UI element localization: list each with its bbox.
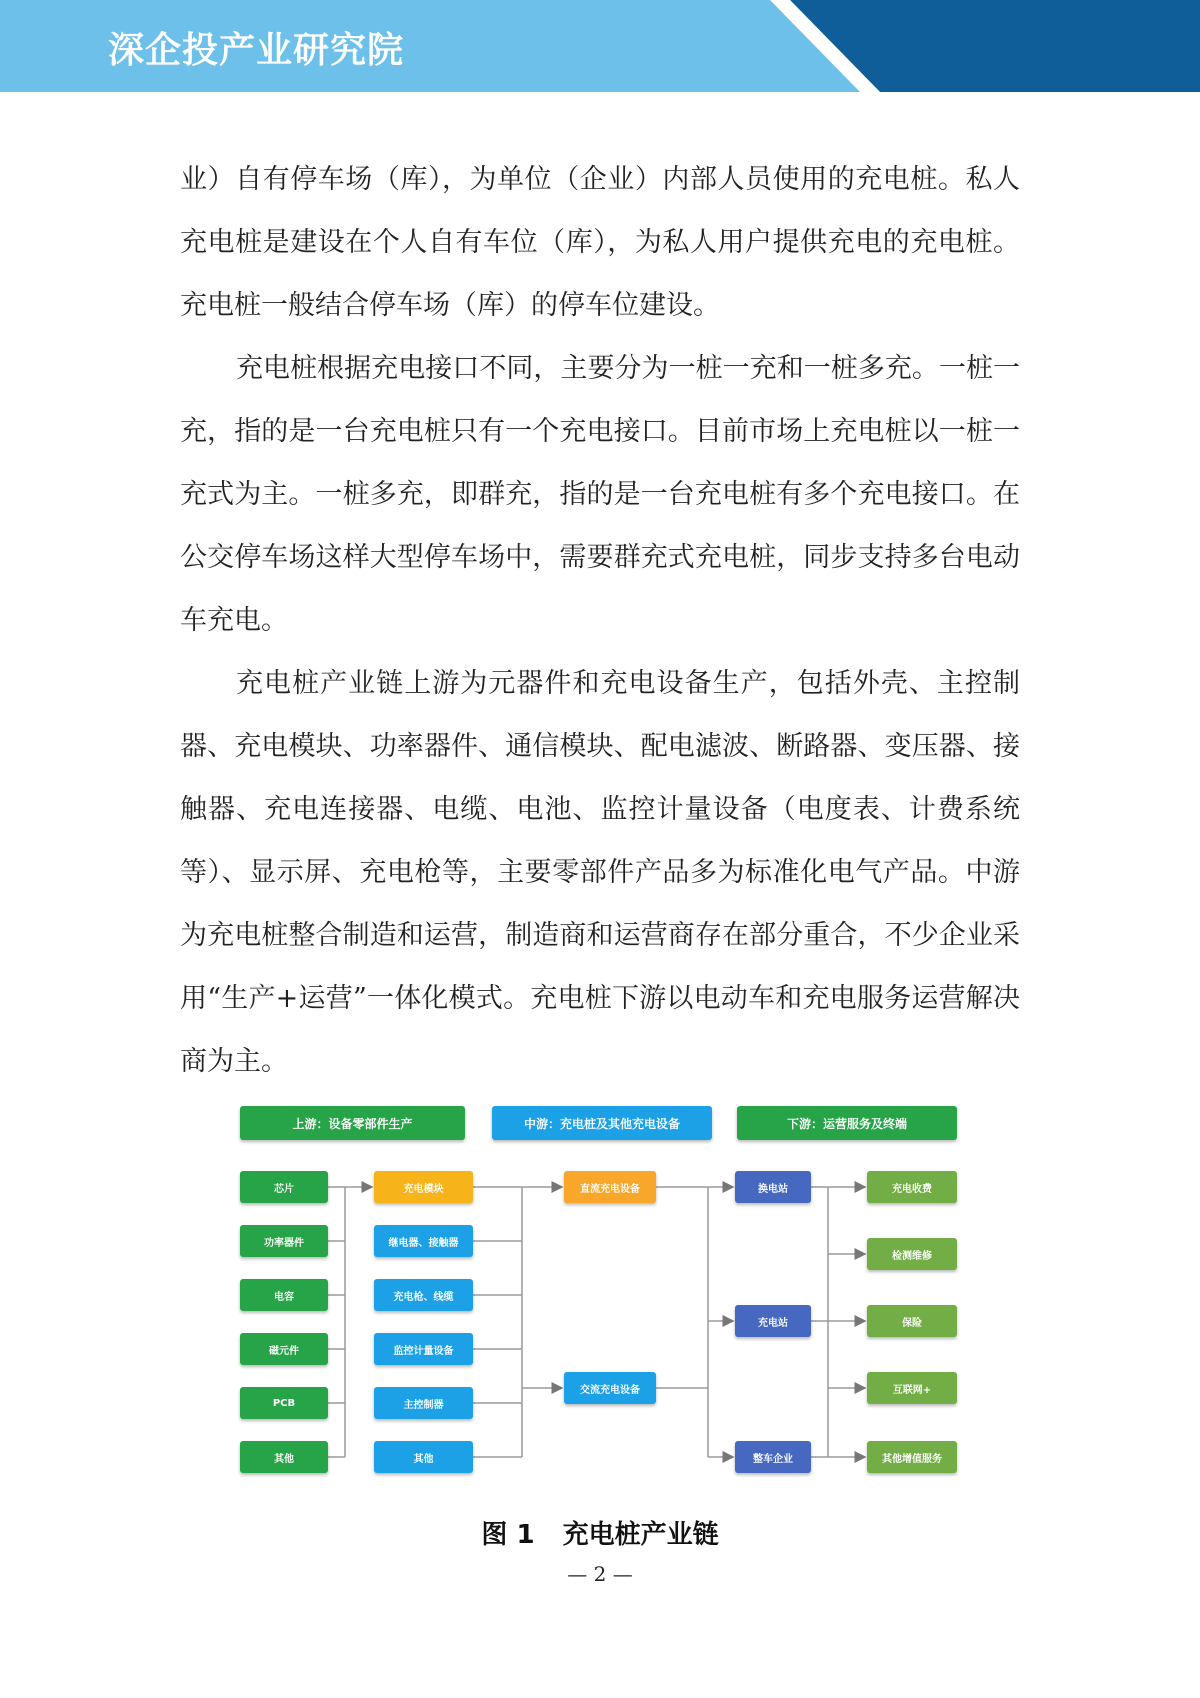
station-node: 整车企业 <box>735 1441 811 1473</box>
downstream-header: 下游：运营服务及终端 <box>737 1106 957 1140</box>
module-node: 监控计量设备 <box>374 1333 473 1365</box>
service-node: 检测维修 <box>867 1238 957 1270</box>
module-node: 充电模块 <box>374 1171 473 1203</box>
service-node: 其他增值服务 <box>867 1441 957 1473</box>
institute-title: 深企投产业研究院 <box>108 30 405 71</box>
connector-lines <box>0 1090 1200 1490</box>
module-node: 充电枪、线缆 <box>374 1279 473 1311</box>
service-node: 保险 <box>867 1305 957 1337</box>
component-node: 其他 <box>240 1441 328 1473</box>
component-node: 功率器件 <box>240 1225 328 1257</box>
module-node: 其他 <box>374 1441 473 1473</box>
paragraph-2: 充电桩根据充电接口不同，主要分为一桩一充和一桩多充。一桩一充，指的是一台充电桩只有一个充电接口。目前市场上充电桩以一桩一充式为主。一桩多充，即群充，指的是一台充电桩有多个充电接口。在公交停车场这样大型停车场中，需要群充式充电桩，同步支持多台电动车充电。 <box>180 353 1020 636</box>
paragraph-1: 业）自有停车场（库），为单位（企业）内部人员使用的充电桩。私人充电桩是建设在个人自有车位（库），为私人用户提供充电的充电桩。充电桩一般结合停车场（库）的停车位建设。 <box>180 164 1020 321</box>
station-node: 充电站 <box>735 1305 811 1337</box>
page-number: — 2 — <box>567 1562 633 1586</box>
figure-title: 充电桩产业链 <box>562 1520 719 1550</box>
equipment-node: 直流充电设备 <box>564 1171 656 1203</box>
component-node: 磁元件 <box>240 1333 328 1365</box>
industry-chain-diagram <box>0 1090 1200 1490</box>
equipment-node: 交流充电设备 <box>564 1372 656 1404</box>
midstream-header: 中游：充电桩及其他充电设备 <box>492 1106 712 1140</box>
module-node: 主控制器 <box>374 1387 473 1419</box>
component-node: 电容 <box>240 1279 328 1311</box>
station-node: 换电站 <box>735 1171 811 1203</box>
component-node: 芯片 <box>240 1171 328 1203</box>
header-banner <box>0 0 1200 92</box>
service-node: 互联网+ <box>867 1372 957 1404</box>
upstream-header: 上游：设备零部件生产 <box>240 1106 465 1140</box>
component-node: PCB <box>240 1387 328 1419</box>
body-text <box>180 148 1020 1093</box>
figure-caption <box>0 1514 1200 1551</box>
figure-number: 图 1 <box>481 1520 535 1550</box>
service-node: 充电收费 <box>867 1171 957 1203</box>
module-node: 继电器、接触器 <box>374 1225 473 1257</box>
paragraph-3: 充电桩产业链上游为元器件和充电设备生产，包括外壳、主控制器、充电模块、功率器件、通信模块、配电滤波、断路器、变压器、接触器、充电连接器、电缆、电池、监控计量设备（电度表、计费系统等）、显示屏、充电枪等，主要零部件产品多为标准化电气产品。中游为充电桩整合制造和运营，制造商和运营商存在部分重合，不少企业采用“生产+运营”一体化模式。充电桩下游以电动车和充电服务运营解决商为主。 <box>180 668 1020 1077</box>
